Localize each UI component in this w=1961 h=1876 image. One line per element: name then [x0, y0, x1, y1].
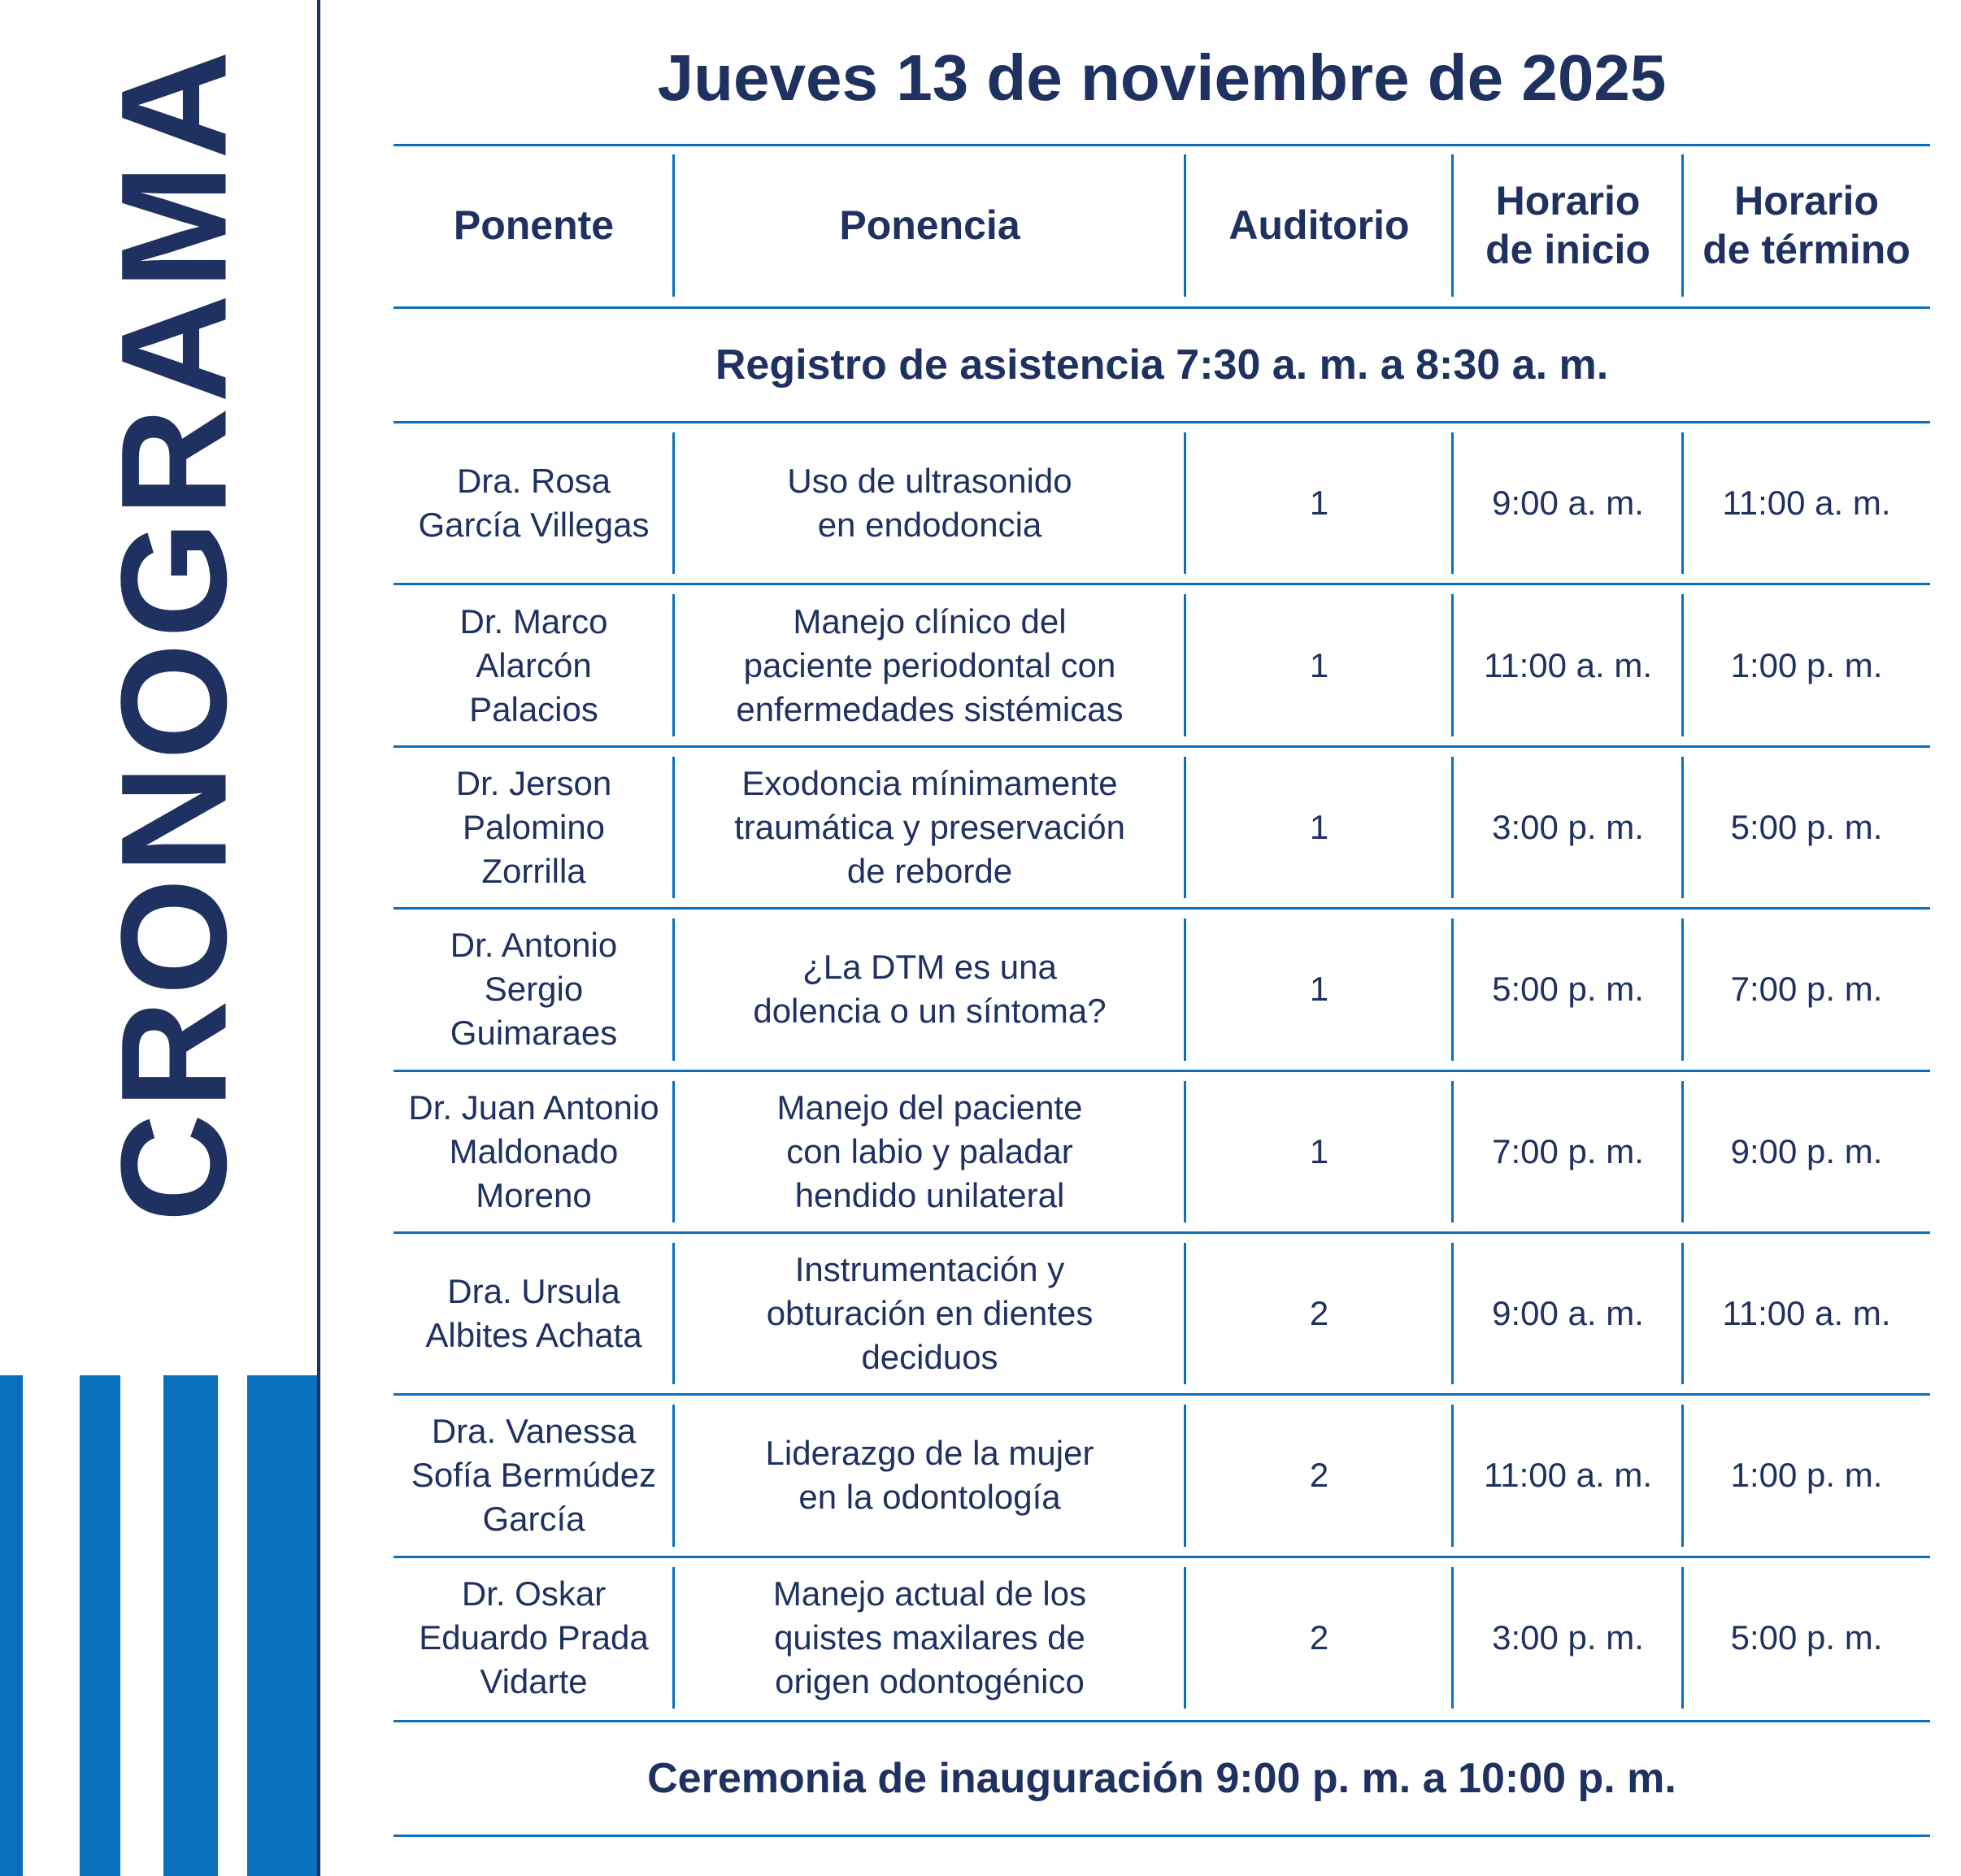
cell-inicio [1453, 748, 1683, 907]
ponente-line: Dr. Juan Antonio [408, 1088, 659, 1127]
ponencia-line: deciduos [861, 1338, 998, 1377]
column-divider [1451, 757, 1454, 898]
page-title: Jueves 13 de noviembre de 2025 [657, 41, 1667, 114]
ponencia-line: Manejo clínico del [793, 601, 1067, 641]
cell-ponente [394, 1396, 674, 1555]
termino-value: 9:00 p. m. [1730, 1131, 1883, 1170]
cell-termino [1683, 423, 1930, 583]
ponente-line: García Villegas [418, 506, 650, 545]
cell-inicio [1453, 585, 1683, 745]
ponente-line: Sergio [484, 970, 584, 1009]
ponencia-line: Liderazgo de la mujer [765, 1434, 1094, 1473]
inicio-value: 3:00 p. m. [1492, 1618, 1644, 1657]
column-divider [1451, 432, 1454, 574]
header-auditorio: Auditorio [1228, 202, 1410, 248]
ponencia-line: obturación en dientes [766, 1294, 1094, 1333]
cell-ponente [394, 585, 674, 745]
cell-auditorio [1185, 585, 1453, 745]
column-divider [1184, 1081, 1186, 1222]
decor-stripe [80, 1375, 120, 1876]
cell-inicio [1453, 1072, 1683, 1231]
header-horario-termino: Horario de término [1702, 178, 1911, 272]
cell-auditorio [1185, 1234, 1453, 1393]
column-divider [1184, 918, 1186, 1060]
column-divider [1681, 594, 1684, 736]
cell-auditorio [1185, 1072, 1453, 1231]
ponente-line: Vidarte [480, 1661, 588, 1700]
cell-ponencia [674, 1396, 1185, 1555]
column-divider [1184, 1243, 1186, 1384]
table-rule [394, 144, 1930, 146]
column-divider [1184, 432, 1186, 574]
column-divider [1451, 1567, 1454, 1709]
column-divider [1681, 1567, 1684, 1709]
inicio-value: 9:00 a. m. [1492, 484, 1644, 523]
column-divider [1681, 154, 1684, 297]
ponencia-line: paciente periodontal con [743, 645, 1116, 684]
auditorio-value: 1 [1309, 484, 1329, 523]
termino-value: 11:00 a. m. [1722, 1294, 1891, 1333]
inicio-value: 9:00 a. m. [1492, 1294, 1644, 1333]
cell-ponente [394, 1558, 674, 1717]
ponencia-line: Manejo actual de los [772, 1574, 1087, 1613]
table-rule [394, 1835, 1930, 1837]
ponente-line: Sofía Bermúdez [411, 1456, 657, 1495]
termino-value: 5:00 p. m. [1730, 807, 1883, 846]
cell-termino [1683, 1396, 1930, 1555]
ponente-line: Zorrilla [481, 851, 586, 890]
ponencia-line: de reborde [846, 851, 1013, 890]
ponencia-line: dolencia o un síntoma? [753, 992, 1107, 1031]
inicio-value: 3:00 p. m. [1492, 807, 1644, 846]
auditorio-value: 2 [1309, 1456, 1329, 1495]
ponente-line: Dr. Antonio [450, 926, 618, 965]
decor-stripe [0, 1375, 23, 1876]
ponente-line: Maldonado [449, 1131, 619, 1170]
column-divider [1681, 918, 1684, 1060]
column-divider [1451, 1081, 1454, 1222]
ponente-line: Alarcón [476, 645, 592, 684]
cell-auditorio [1185, 1558, 1453, 1717]
column-divider [1451, 918, 1454, 1060]
ponente-line: Dr. Jerson [455, 763, 612, 802]
ponencia-line: Manejo del paciente [776, 1088, 1083, 1127]
column-divider [1681, 1243, 1684, 1384]
cell-termino [1683, 1234, 1930, 1393]
column-divider [672, 1567, 675, 1709]
ponente-line: García [482, 1500, 585, 1539]
cell-ponencia [674, 748, 1185, 907]
inicio-value: 11:00 a. m. [1483, 1456, 1652, 1495]
cell-inicio [1453, 423, 1683, 583]
header-ponencia: Ponencia [839, 202, 1020, 248]
cell-ponente [394, 423, 674, 583]
column-divider [1681, 1405, 1684, 1546]
ponente-line: Albites Achata [425, 1316, 642, 1355]
column-divider [1451, 594, 1454, 736]
ponente-line: Palomino [462, 807, 606, 846]
auditorio-value: 1 [1309, 970, 1329, 1009]
column-divider [672, 1243, 675, 1384]
header-ponente: Ponente [453, 202, 615, 248]
auditorio-value: 1 [1309, 1131, 1329, 1170]
column-divider [672, 594, 675, 736]
cell-termino [1683, 910, 1930, 1069]
cell-auditorio [1185, 748, 1453, 907]
column-divider [1681, 757, 1684, 898]
cell-termino [1683, 1072, 1930, 1231]
cell-termino [1683, 1558, 1930, 1717]
inicio-value: 11:00 a. m. [1483, 645, 1652, 684]
inicio-value: 7:00 p. m. [1492, 1131, 1644, 1170]
ponencia-line: Exodoncia mínimamente [741, 763, 1118, 802]
decor-stripe [163, 1375, 218, 1876]
termino-value: 1:00 p. m. [1730, 1456, 1883, 1495]
ponencia-line: Uso de ultrasonido [787, 462, 1072, 501]
ponencia-line: en la odontología [798, 1478, 1061, 1517]
column-divider [672, 757, 675, 898]
ponente-line: Guimaraes [450, 1014, 618, 1053]
ponencia-line: enfermedades sistémicas [736, 689, 1124, 728]
decor-stripe [247, 1375, 317, 1876]
cell-inicio [1453, 1396, 1683, 1555]
termino-value: 5:00 p. m. [1730, 1618, 1883, 1657]
column-divider [1681, 432, 1684, 574]
column-divider [1681, 1081, 1684, 1222]
cell-auditorio [1185, 1396, 1453, 1555]
ponencia-line: origen odontogénico [775, 1661, 1085, 1700]
cell-ponencia [674, 1234, 1185, 1393]
cell-inicio [1453, 1558, 1683, 1717]
cell-auditorio [1185, 910, 1453, 1069]
column-divider [1184, 594, 1186, 736]
cell-termino [1683, 585, 1930, 745]
ponencia-line: quistes maxilares de [774, 1618, 1085, 1657]
cell-ponencia [674, 1072, 1185, 1231]
column-divider [1184, 757, 1186, 898]
cell-ponencia [674, 910, 1185, 1069]
column-divider [672, 432, 675, 574]
cell-ponente [394, 1234, 674, 1393]
cell-ponente [394, 748, 674, 907]
ponente-line: Dr. Marco [459, 601, 608, 641]
ponencia-line: en endodoncia [817, 506, 1042, 545]
ponente-line: Dra. Rosa [456, 462, 611, 501]
ponencia-line: ¿La DTM es una [802, 948, 1057, 987]
sidebar-divider [317, 0, 320, 1876]
column-divider [672, 1405, 675, 1546]
cell-ponencia [674, 1558, 1185, 1717]
ponencia-line: hendido unilateral [794, 1175, 1065, 1214]
ponencia-line: con labio y paladar [786, 1131, 1073, 1170]
column-divider [672, 1081, 675, 1222]
ponente-line: Moreno [476, 1175, 592, 1214]
column-divider [1451, 1243, 1454, 1384]
column-divider [1184, 1567, 1186, 1709]
ponente-line: Palacios [469, 689, 598, 728]
auditorio-value: 1 [1309, 807, 1329, 846]
column-divider [1451, 154, 1454, 297]
auditorio-value: 2 [1309, 1618, 1329, 1657]
cell-ponente [394, 1072, 674, 1231]
ponencia-line: traumática y preservación [734, 807, 1125, 846]
cell-inicio [1453, 910, 1683, 1069]
ponente-line: Dra. Vanessa [431, 1412, 637, 1451]
inicio-value: 5:00 p. m. [1492, 970, 1644, 1009]
cell-ponente [394, 910, 674, 1069]
column-divider [672, 154, 675, 297]
termino-value: 11:00 a. m. [1722, 484, 1891, 523]
cell-auditorio [1185, 423, 1453, 583]
cell-inicio [1453, 1234, 1683, 1393]
table-rule [394, 306, 1930, 309]
ceremonia-row: Ceremonia de inauguración 9:00 p. m. a 10:00 p. m. [647, 1755, 1676, 1802]
ponencia-line: Instrumentación y [794, 1250, 1065, 1289]
column-divider [1451, 1405, 1454, 1546]
header-horario-inicio: Horario de inicio [1485, 178, 1650, 272]
cell-ponencia [674, 423, 1185, 583]
column-divider [1184, 154, 1186, 297]
side-title: CRONOGRAMA [90, 46, 259, 1222]
column-divider [1184, 1405, 1186, 1546]
column-divider [672, 918, 675, 1060]
cell-ponencia [674, 585, 1185, 745]
auditorio-value: 1 [1309, 645, 1329, 684]
ponente-line: Dra. Ursula [447, 1272, 620, 1311]
ponente-line: Eduardo Prada [419, 1618, 649, 1657]
termino-value: 7:00 p. m. [1730, 970, 1883, 1009]
cell-termino [1683, 748, 1930, 907]
termino-value: 1:00 p. m. [1730, 645, 1883, 684]
table-rule [394, 1720, 1930, 1722]
registro-row: Registro de asistencia 7:30 a. m. a 8:30 a. m. [715, 341, 1609, 389]
ponente-line: Dr. Oskar [461, 1574, 607, 1613]
auditorio-value: 2 [1309, 1294, 1329, 1333]
